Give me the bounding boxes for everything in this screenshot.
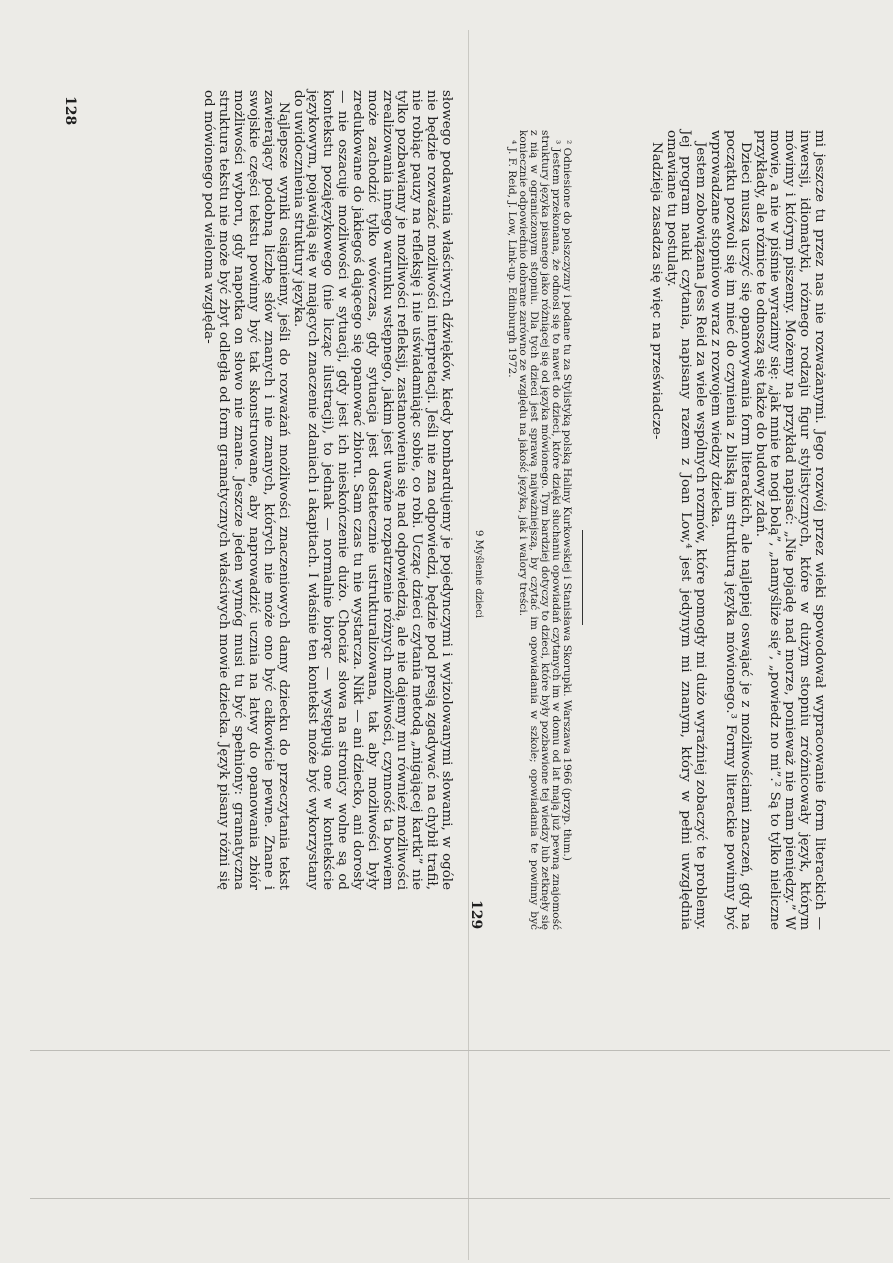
left-page-text-block bbox=[201, 90, 453, 890]
footnote-2: ² Odniesione do polszczyzny i podane tu za Stylistyką polską Haliny Kurkowskiej i Stanisława Skorupki. Warszawa 1966 (przyp. tłum.) bbox=[561, 140, 573, 861]
right-paragraph-2: Dzieci muszą uczyć się opanowywania form literackich, ale najlepiej oswajać je z możliwościami znaczeń, gdy na początku pozwoli się im mieć do czynienia z bliską im strukturą języka mówionego.³ Formy literackie powinny być wprowadzane stopniowo wraz z rozwojem wiedzy dziecka. bbox=[708, 130, 753, 930]
right-paragraph-3: Jestem zobowiązana Jess Reid za wiele wspólnych rozmów, które pomogły mi dużo wyraźniej zobaczyć te problemy. Jej program nauki czytania, napisany razem z Joan Low,⁴ jest jedynym mi znanym, który w pełni uwzględnia omawiane tu postulaty. bbox=[663, 130, 709, 930]
left-page-number: 128 bbox=[62, 96, 78, 126]
footnote-rule bbox=[582, 530, 583, 625]
left-paragraph-2: Najlepsze wyniki osiągniemy, jeśli do rozważań możliwości znaczeniowych damy dziecku do przeczytania tekst zawierający podobną liczbę słów znanych i nie znanych, których nie może ono być całkowicie pewne. Znane i swojskie części tekstu powinny być tak skonstruowane, aby naprowadzić ucznia na łatwy do opanowania zbiór możliwości wyboru, gdy napotka on słowo nie znane. Jeszcze jeden wymóg musi tu być spełniony: gramatyczna struktura tekstu nie może być zbyt odległa od form gramatycznych właściwych mowie dziecka. Język pisany różni się od mówionego pod wieloma względa- bbox=[201, 90, 291, 890]
right-page-number: 129 bbox=[468, 900, 484, 930]
right-paragraph-1: mi jeszcze tu przez nas nie rozważanymi. Jego rozwój przez wieki spowodował wypracowanie form literackich — inwersji, idiomatyki, różnego rodzaju figur stylistycznych, które w dużym stopniu zróżnicowały język, którym mówimy i którym piszemy. Możemy na przykład napisać: „Nie pojadę nad morze, ponieważ nie mam pieniędzy.” W mowie, a nie w piśmie wyrazimy się: „jak mnie te nogi bolą”, „namyśliże się”, „powiedz no mi”.² Są to tylko nieliczne przykłady, ale różnice te odnoszą się także do budowy zdań. bbox=[752, 130, 827, 930]
right-page-footnotes bbox=[505, 130, 572, 930]
signature-mark: 9 Myślenie dzieci bbox=[473, 530, 484, 618]
left-paragraph-1: słowego podawania właściwych dźwięków, kiedy bombardujemy je pojedynczymi i wyizolowanymi słowami, w ogóle nie będzie rozważać możliwości interpretacji. Jeśli nie zna odpowiedzi, będzie pod presją zgadywać na chybił trafił, nie robiąc pauzy na refleksję i nie uświadamiając sobie, co robi. Ucząc dzieci czytania metodą „migającej kartki” nie tylko pozbawiamy je możliwości refleksji, zastanowienia się nad odpowiedzią, ale nie dajemy mu również możliwości zrealizowania innego warunku wstępnego, jakim jest uważne rozpatrzenie różnych możliwości, czynność ta bowiem może zachodzić tylko wówczas, gdy sytuacja jest dostatecznie ustrukturalizowana, tak aby możliwości były zredukowane do jakiegoś dającego się opanować zbioru. Sam czas tu nie wystarcza. Nikt — ani dziecko, ani dorosły — nie oszacuje możliwości w sytuacji, gdy jest ich nieskończenie dużo. Chociaż słowa na stronicy wolne są od kontekstu pozajęzykowego (nie licząc ilustracji), to jednak — normalnie biorąc — występują one w kontekście językowym, pojawiają się w mających znaczenie zdaniach i akapitach. I właśnie ten kontekst może być wykorzystany do uwidocznienia struktury języka. bbox=[290, 90, 454, 890]
footnote-3: ³ Jestem przekonana, że odnosi się to nawet do dzieci, które dzięki słuchaniu opowiadań czytanych im w domu od lat mają już pewną znajomość struktury języka pisanego jako różniącej się od języka mówionego. Tym bardziej dotyczy to dzieci, które były pozbawione tej wiedzy lub zetknęły się z nią w ograniczonym stopniu. Dla tych dzieci jest sprawą najważniejszą, by czytać im opowiadania w szkole; opowiadania te powinny być koniecznie odpowiednio dobrane zarówno ze względu na jakość języka, jak i walory treści. bbox=[516, 130, 562, 930]
right-paragraph-4: Nadzieja zasadza się więc na przeświadcze- bbox=[648, 142, 664, 440]
footnote-4: ⁴ J. F. Reid, J. Low, Link-up. Edinburgh 1972. bbox=[505, 140, 518, 378]
trim-line bbox=[30, 1198, 890, 1199]
right-page-text-block bbox=[648, 130, 826, 930]
trim-line bbox=[30, 1050, 890, 1051]
page-gutter bbox=[468, 30, 469, 1260]
